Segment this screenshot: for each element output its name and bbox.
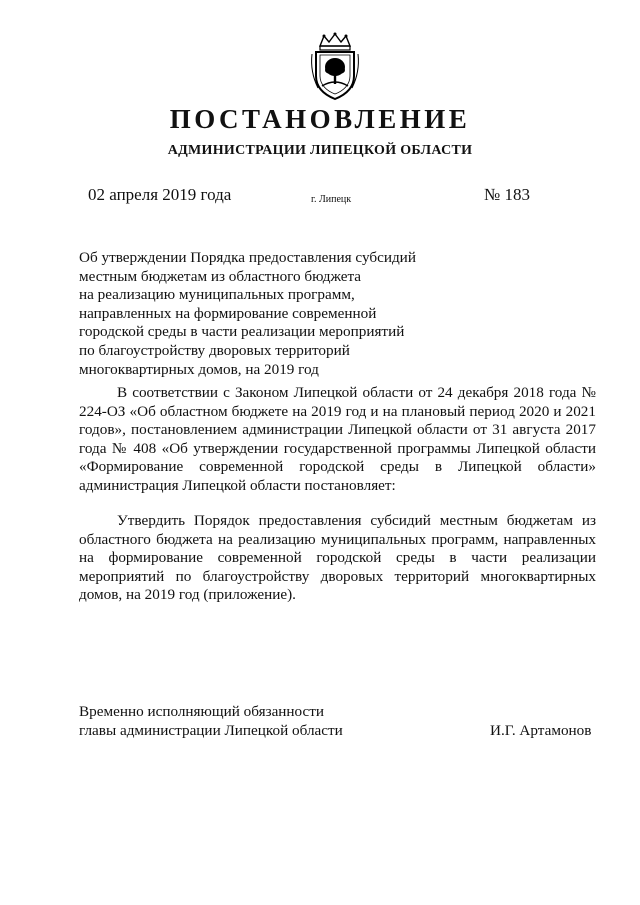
subject-line: на реализацию муниципальных программ, (79, 286, 355, 304)
document-date: 02 апреля 2019 года (88, 185, 232, 204)
document-title: ПОСТАНОВЛЕНИЕ (169, 104, 471, 134)
issuing-authority: АДМИНИСТРАЦИИ ЛИПЕЦКОЙ ОБЛАСТИ (167, 143, 473, 158)
signatory-name: И.Г. Артамонов (490, 722, 592, 739)
subject-line: направленных на формирование современной (79, 304, 377, 322)
signatory-position-line: Временно исполняющий обязанности (79, 703, 325, 720)
subject-line: местным бюджетам из областного бюджета (79, 267, 362, 285)
lipetsk-coat-of-arms-icon (308, 32, 362, 102)
document-city: г. Липецк (311, 194, 352, 205)
subject-line: многоквартирных домов, на 2019 год (79, 360, 319, 378)
document-subject-heading (79, 249, 439, 379)
document-number: № 183 (484, 185, 530, 204)
subject-line: Об утверждении Порядка предоставления субсидий (79, 249, 416, 266)
preamble-paragraph: В соответствии с Законом Липецкой области от 24 декабря 2018 года № 224-ОЗ «Об областном бюджете на 2019 год и на плановый период 2020 и 2021 годов», постановлением администрации Липецкой области от 31 августа 2017 года № 408 «Об утверждении государственной программы Липецкой области «Формирование современной городской среды в Липецкой области» администрация Липецкой области постановляет: (79, 384, 596, 494)
resolution-paragraph: Утвердить Порядок предоставления субсидий местным бюджетам из областного бюджета на реализацию муниципальных программ, направленных на формирование современной городской среды в части реализации мероприятий по благоустройству дворовых территорий многоквартирных домов, на 2019 год (приложение). (79, 512, 596, 604)
subject-line: по благоустройству дворовых территорий (79, 341, 350, 359)
subject-line: городской среды в части реализации мероприятий (79, 323, 405, 341)
signatory-position (79, 702, 343, 740)
signatory-position-line: главы администрации Липецкой области (79, 722, 343, 739)
